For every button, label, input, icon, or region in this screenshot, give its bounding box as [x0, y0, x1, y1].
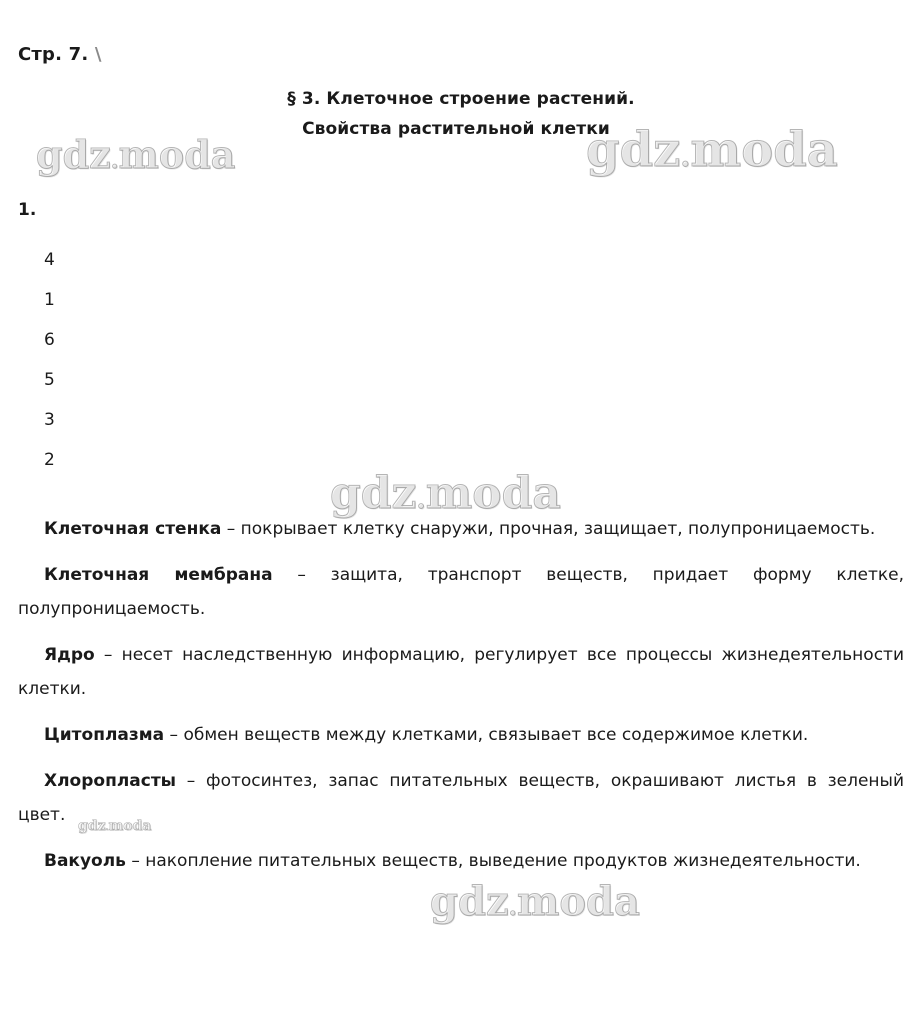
section-title-line-2: Свойства растительной клетки	[302, 119, 610, 139]
watermark: gdz.moda	[586, 122, 838, 178]
definition-term: Цитоплазма	[44, 725, 165, 745]
definition-text: – обмен веществ между клетками, связывает все содержимое клетки.	[164, 725, 809, 745]
definition-paragraph	[18, 718, 904, 752]
page-reference-text: Стр. 7.	[18, 44, 89, 65]
definition-text: – защита, транспорт веществ, придает форму клетке, полупроницаемость.	[18, 565, 904, 619]
definition-paragraph	[18, 764, 904, 832]
list-item: 4	[44, 250, 55, 270]
definition-paragraph	[18, 558, 904, 626]
list-item: 1	[44, 290, 55, 310]
definition-text: – фотосинтез, запас питательных веществ, окрашивают листья в зеленый цвет.	[18, 771, 904, 825]
definition-paragraph	[18, 638, 904, 706]
definition-text: – накопление питательных веществ, выведение продуктов жизнедеятельности.	[125, 851, 861, 871]
section-title-line-1: § 3. Клеточное строение растений.	[287, 89, 635, 109]
definition-paragraph	[18, 844, 904, 878]
page-reference	[18, 44, 102, 65]
watermark: gdz.moda	[78, 818, 152, 834]
list-item: 6	[44, 330, 55, 350]
task-number: 1.	[18, 200, 37, 220]
definition-term: Клеточная стенка	[44, 519, 222, 539]
definition-term: Вакуоль	[44, 851, 126, 871]
watermark: gdz.moda	[36, 132, 236, 177]
watermark: gdz.moda	[430, 878, 640, 925]
definition-term: Клеточная мембрана	[44, 565, 273, 585]
definition-paragraph	[18, 512, 904, 546]
list-item: 5	[44, 370, 55, 390]
definition-term: Хлоропласты	[44, 771, 177, 791]
page-reference-tail: \	[94, 44, 102, 65]
watermark: gdz.moda	[330, 468, 561, 519]
definition-text: – несет наследственную информацию, регулирует все процессы жизнедеятельности клетки.	[18, 645, 904, 699]
definitions-block	[18, 512, 904, 878]
answer-list	[44, 240, 55, 480]
list-item: 2	[44, 450, 55, 470]
section-title	[0, 84, 922, 144]
definition-text: – покрывает клетку снаружи, прочная, защищает, полупроницаемость.	[221, 519, 876, 539]
definition-term: Ядро	[44, 645, 95, 665]
list-item: 3	[44, 410, 55, 430]
